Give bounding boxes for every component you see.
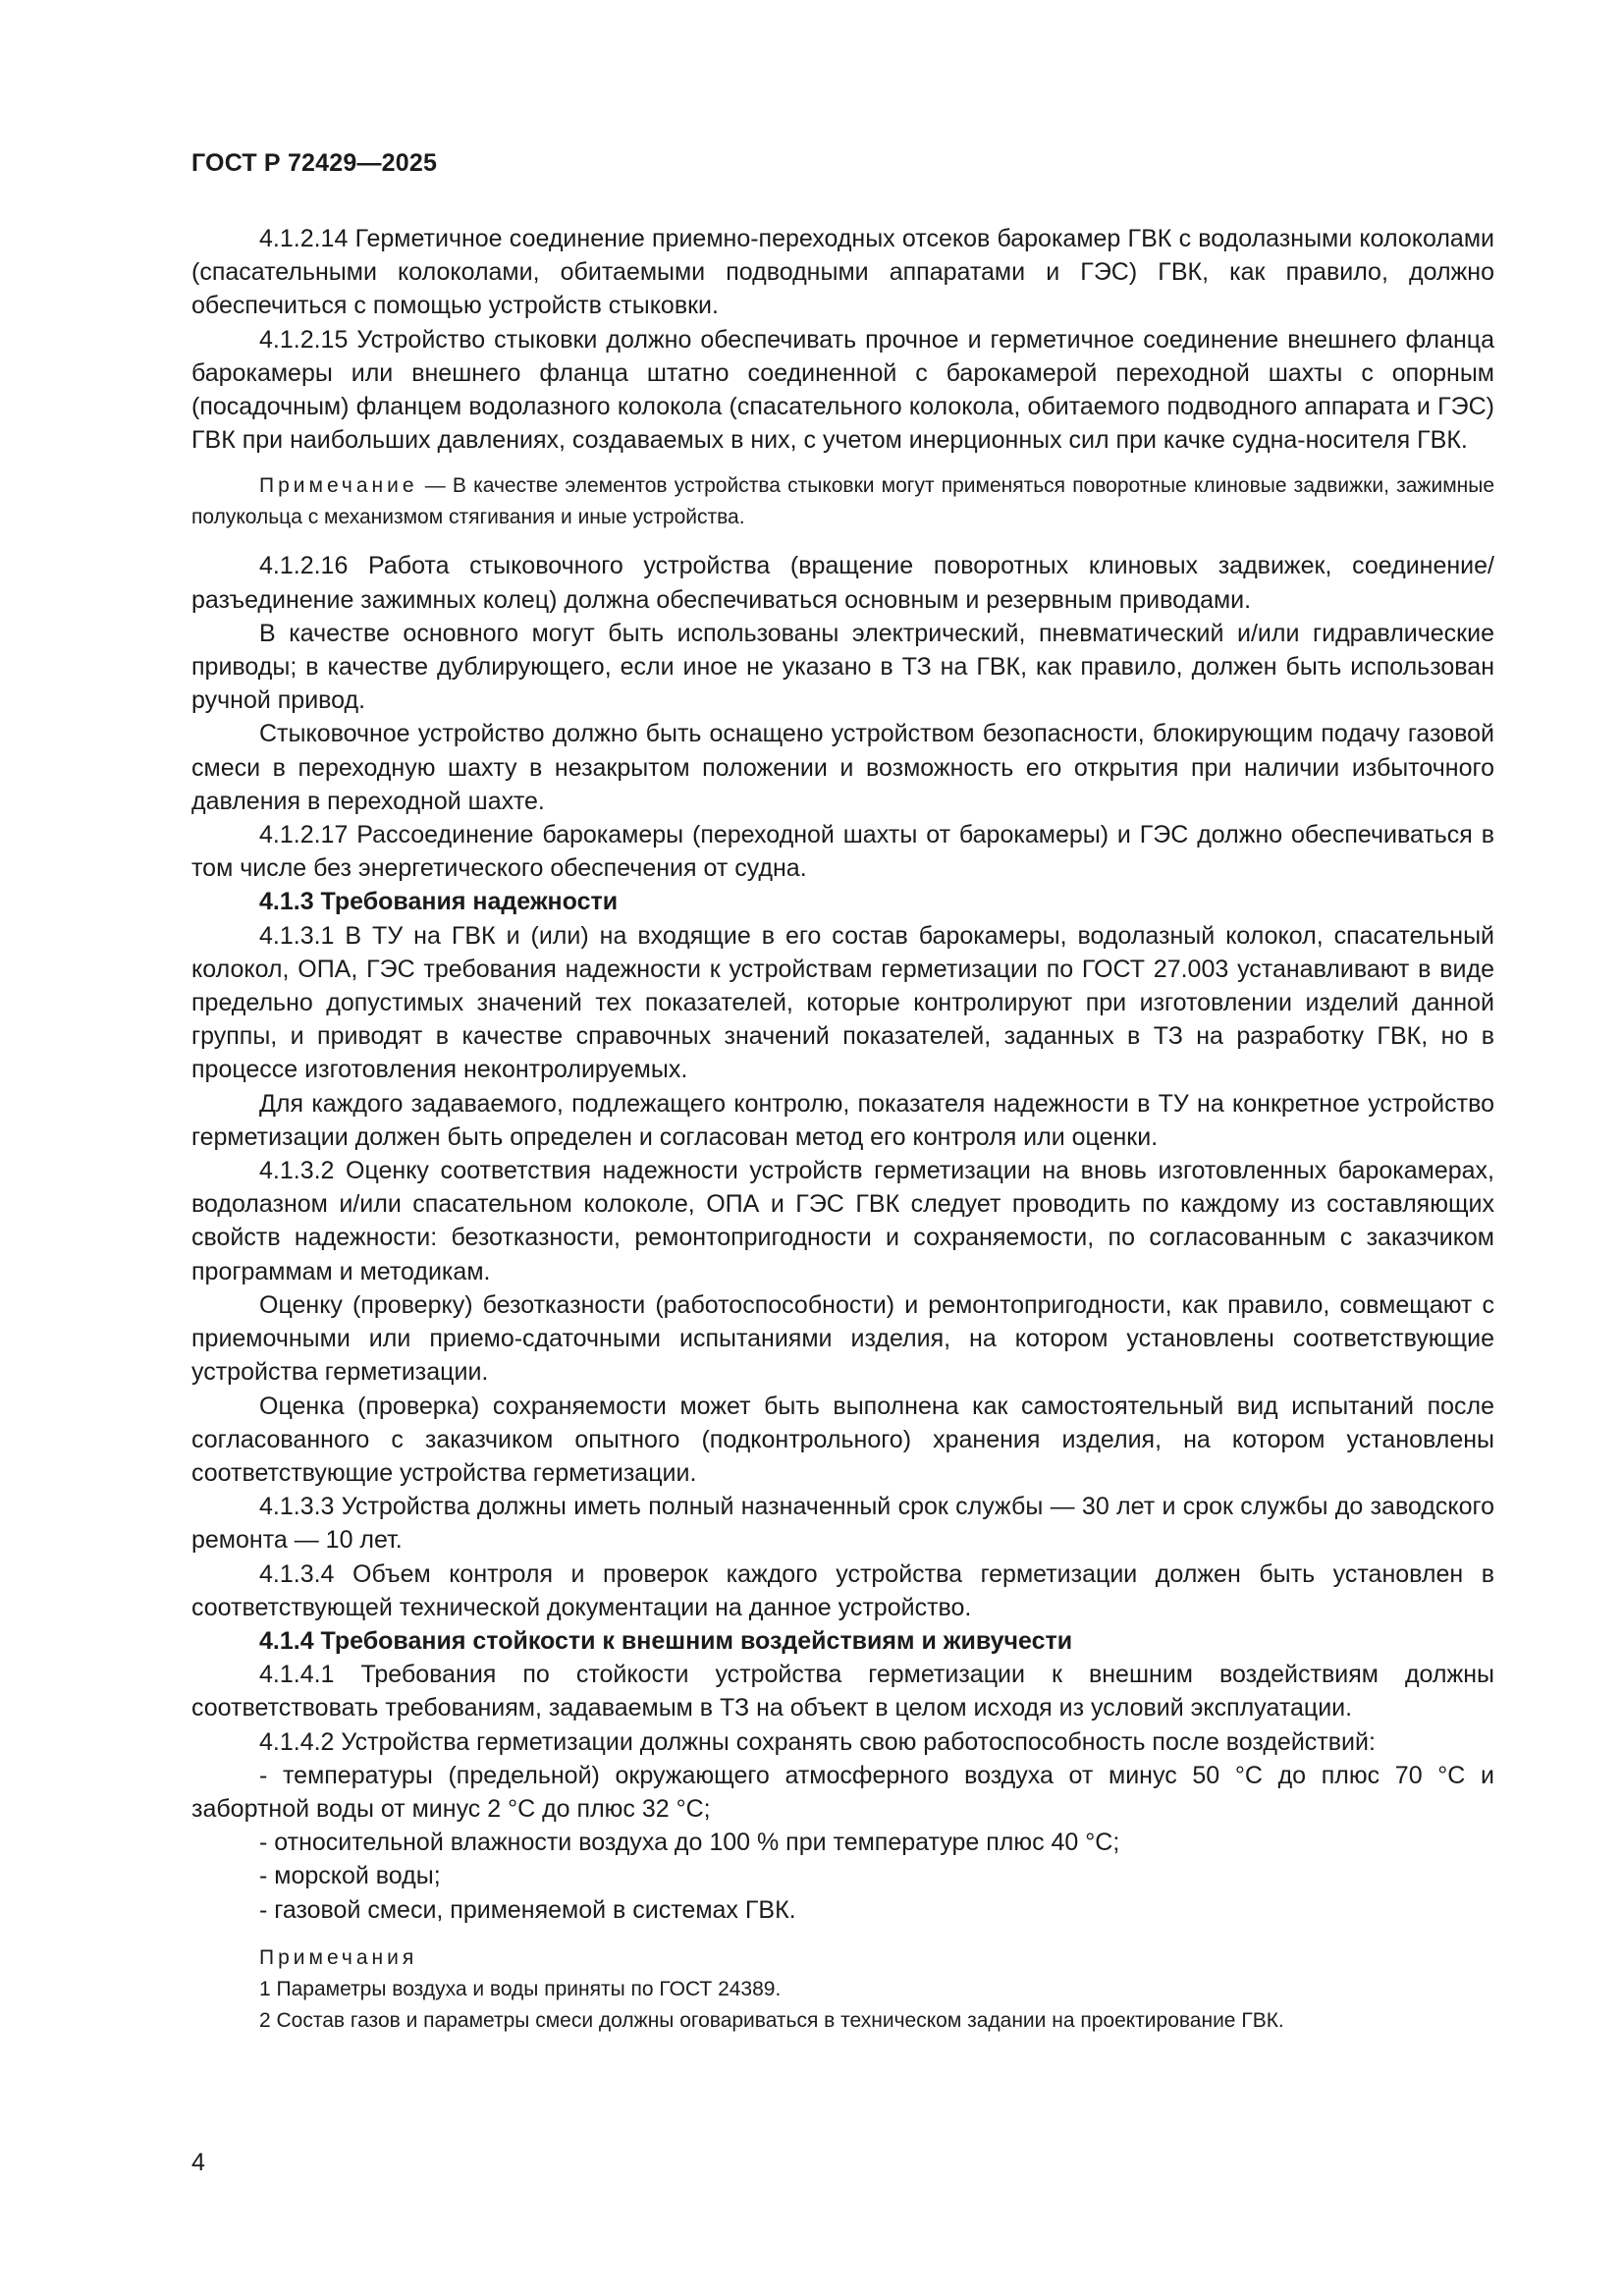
heading-4-1-4: 4.1.4 Требования стойкости к внешним воздействиям и живучести bbox=[259, 1626, 1073, 1655]
paragraph-4-1-4-2: 4.1.4.2 Устройства герметизации должны сохранять свою работоспособность после воздействий: bbox=[259, 1727, 1376, 1756]
paragraph-4-1-2-16: 4.1.2.16 Работа стыковочного устройства (вращение поворотных клиновых задвижек, соединение/разъединение зажимных колец) должна обеспечиваться основным и резервным приводами. bbox=[191, 552, 1494, 614]
paragraph-4-1-3-4: 4.1.3.4 Объем контроля и проверок каждого устройства герметизации должен быть установлен в соответствующей технической документации на данное устройство. bbox=[191, 1559, 1494, 1621]
paragraph-drives: В качестве основного могут быть использованы электрический, пневматический и/или гидравлические приводы; в качестве дублирующего, если иное не указано в ТЗ на ГВК, как правило, должен быть использован ручной привод. bbox=[191, 619, 1494, 715]
paragraph-4-1-3-2: 4.1.3.2 Оценку соответствия надежности устройств герметизации на вновь изготовленных барокамерах, водолазном и/или спасательном колоколе, ОПА и ГЭС ГВК следует проводить по каждому из составляющих свойств надежности: безотказности, ремонтопригодности и сохраняемости, по согласованным с заказчиком программам и методикам. bbox=[191, 1157, 1494, 1285]
heading-4-1-3: 4.1.3 Требования надежности bbox=[259, 888, 619, 916]
paragraph-storability-check: Оценка (проверка) сохраняемости может быть выполнена как самостоятельный вид испытаний после согласованного с заказчиком опытного (подконтрольного) хранения изделия, на котором установлены соответствующие устройства герметизации. bbox=[191, 1392, 1494, 1487]
document-body bbox=[191, 222, 1494, 2037]
page-number: 4 bbox=[191, 2149, 205, 2176]
paragraph-safety-device: Стыковочное устройство должно быть оснащено устройством безопасности, блокирующим подачу газовой смеси в переходную шахту в незакрытом положении и возможность его открытия при наличии избыточного давления в переходной шахте. bbox=[191, 720, 1494, 815]
paragraph-reliability-check: Оценку (проверку) безотказности (работоспособности) и ремонтопригодности, как правило, совмещают с приемочными или приемо-сдаточными испытаниями изделия, на котором установлены соответствующие устройства герметизации. bbox=[191, 1290, 1494, 1387]
list-item-humidity: - относительной влажности воздуха до 100 % при температуре плюс 40 °С; bbox=[259, 1829, 1120, 1857]
notes-item-1: 1 Параметры воздуха и воды приняты по ГОСТ 24389. bbox=[259, 1977, 782, 2000]
paragraph-4-1-3-3: 4.1.3.3 Устройства должны иметь полный назначенный срок службы — 30 лет и срок службы до заводского ремонта — 10 лет. bbox=[191, 1493, 1494, 1555]
list-item-temperature: - температуры (предельной) окружающего атмосферного воздуха от минус 50 °С до плюс 70 °С и забортной воды от минус 2 °С до плюс 32 °С; bbox=[191, 1761, 1494, 1823]
paragraph-control-method: Для каждого задаваемого, подлежащего контролю, показателя надежности в ТУ на конкретное устройство герметизации должен быть определен и согласован метод его контроля или оценки. bbox=[191, 1089, 1494, 1151]
notes-block bbox=[191, 1942, 1494, 2037]
paragraph-4-1-2-17: 4.1.2.17 Рассоединение барокамеры (переходной шахты от барокамеры) и ГЭС должно обеспечиваться в том числе без энергетического обеспечения от судна. bbox=[191, 821, 1494, 883]
note bbox=[191, 470, 1494, 533]
list-item-sea-water: - морской воды; bbox=[259, 1862, 441, 1890]
page-header: ГОСТ Р 72429—2025 bbox=[191, 149, 438, 177]
paragraph-4-1-4-1: 4.1.4.1 Требования по стойкости устройства герметизации к внешним воздействиям должны соответствовать требованиям, задаваемым в ТЗ на объект в целом исходя из условий эксплуатации. bbox=[191, 1661, 1494, 1722]
paragraph-4-1-2-15: 4.1.2.15 Устройство стыковки должно обеспечивать прочное и герметичное соединение внешнего фланца барокамеры или внешнего фланца штатно соединенной с барокамерой переходной шахты с опорным (посадочным) фланцем водолазного колокола (спасательного колокола, обитаемого подводного аппарата и ГЭС) ГВК при наибольших давлениях, создаваемых в них, с учетом инерционных сил при качке судна-носителя ГВК. bbox=[191, 325, 1494, 455]
paragraph-4-1-2-14: 4.1.2.14 Герметичное соединение приемно-переходных отсеков барокамер ГВК с водолазными колоколами (спасательными колоколами, обитаемыми подводными аппаратами и ГЭС) ГВК, как правило, должно обеспечиться с помощью устройств стыковки. bbox=[191, 225, 1494, 320]
paragraph-4-1-3-1: 4.1.3.1 В ТУ на ГВК и (или) на входящие в его состав барокамеры, водолазный колокол, спасательный колокол, ОПА, ГЭС требования надежности к устройствам герметизации по ГОСТ 27.003 устанавливают в виде предельно допустимых значений тех показателей, которые контролируют при изготовлении изделий данной группы, и приводят в качестве справочных значений показателей, заданных в ТЗ на разработку ГВК, но в процессе изготовления неконтролируемых. bbox=[191, 921, 1494, 1084]
notes-title: Примечания bbox=[259, 1945, 418, 1969]
note-label: Примечание bbox=[259, 474, 418, 498]
note-text: — В качестве элементов устройства стыковки могут применяться поворотные клиновые задвижки, зажимные полукольца с механизмом стягивания и иные устройства. bbox=[191, 474, 1494, 529]
notes-item-2: 2 Состав газов и параметры смеси должны оговариваться в техническом задании на проектирование ГВК. bbox=[259, 2008, 1284, 2032]
list-item-gas-mixture: - газовой смеси, применяемой в системах ГВК. bbox=[259, 1895, 796, 1924]
